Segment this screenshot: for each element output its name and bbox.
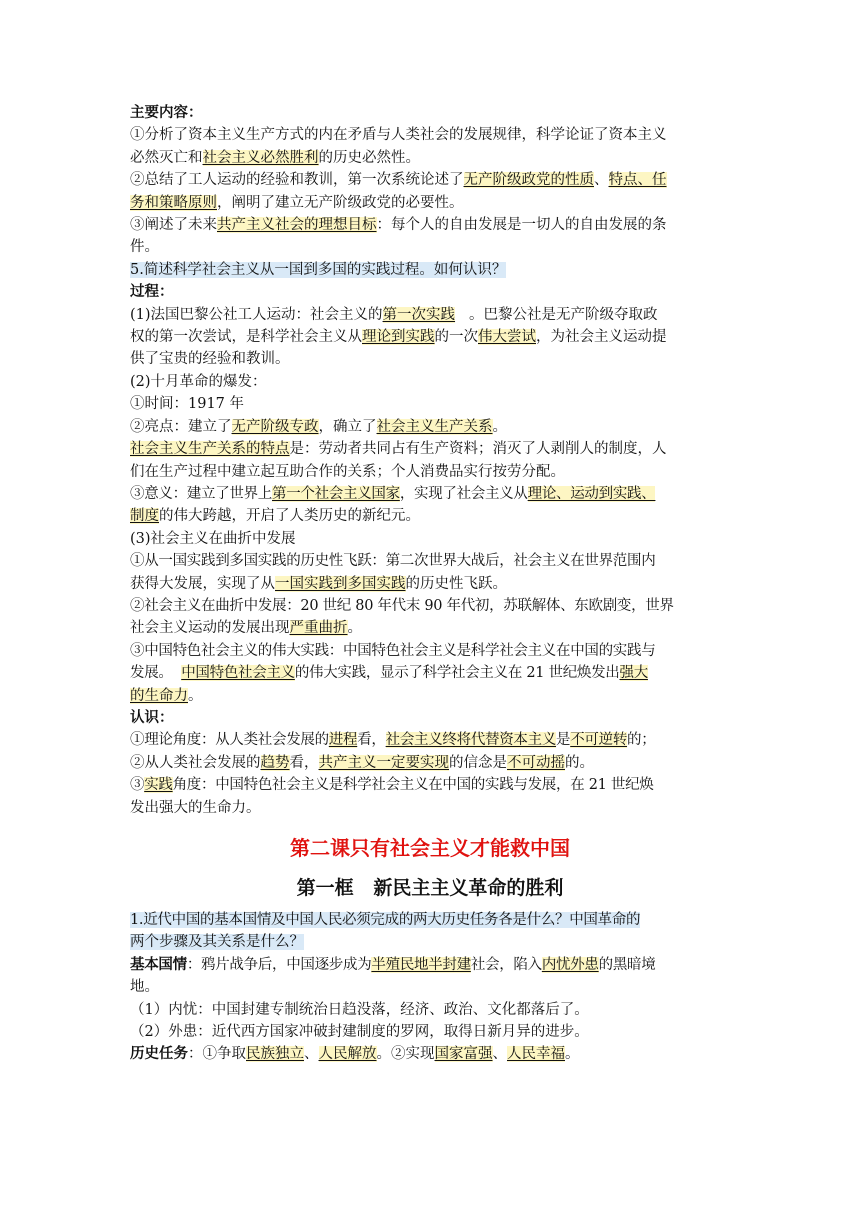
text: ②从人类社会发展的 [130,754,261,771]
highlight: 不可逆转 [570,732,628,749]
highlight: 严重曲折 [289,620,348,637]
text: 获得大发展，实现了从 [130,575,275,592]
paragraph-line [130,169,730,191]
text: （1）内忧：中国封建专制统治日趋没落，经济、政治、文化都落后了。 [130,1001,589,1018]
paragraph-line [130,573,730,595]
text: ，阐明了建立无产阶级政党的必要性。 [217,194,464,211]
paragraph-line [130,214,730,236]
paragraph-line [130,999,730,1021]
lesson-title: 第二课只有社会主义才能救中国 [290,836,570,860]
text: ：鸦片战争后，中国逐步成为 [186,956,372,973]
text: ③阐述了未来 [130,217,217,234]
highlight: 理论到实践 [362,329,435,346]
text: 。②实现 [376,1046,435,1063]
document-page [130,102,730,1066]
paragraph-line [130,147,730,169]
highlight: 制度 [130,508,159,525]
highlight: 人民解放 [318,1046,377,1063]
highlight: 实践 [144,777,173,794]
paragraph-line [130,595,730,617]
text: ②总结了工人运动的经验和教训，第一次系统论述了 [130,172,464,189]
text: 的信念是 [449,754,507,771]
text: 。 [188,687,203,704]
text: 权的第一次尝试，是科学社会主义从 [130,329,362,346]
text: 供了宝贵的经验和教训。 [130,351,290,368]
recognition-heading: 认识： [130,709,174,726]
text: 看， [289,754,319,771]
paragraph-line [130,729,730,751]
paragraph-line [130,976,730,998]
paragraph-line [130,393,730,415]
text: 发展。 [130,665,182,682]
text: 社会主义运动的发展出现 [130,620,290,637]
text: 的黑暗境 [598,956,656,973]
paragraph-line [130,483,730,505]
paragraph-line [130,685,730,707]
highlight: 无产阶级政党的性质 [463,172,594,189]
paragraph-line [130,528,730,550]
paragraph-line [130,371,730,393]
text: ①分析了资本主义生产方式的内在矛盾与人类社会的发展规律，科学论证了资本主义 [130,127,667,144]
paragraph-line [130,550,730,572]
highlight: 理论、运动到实践、 [527,485,656,502]
text: 的历史必然性。 [318,149,420,166]
basic-situation-label: 基本国情 [130,956,187,973]
paragraph-line [130,617,730,639]
question-1 [130,909,730,931]
text: 社会，陷入 [470,956,542,973]
text: 的伟大实践，显示了科学社会主义在 21 世纪焕发出 [294,665,620,682]
highlight: 内忧外患 [541,956,599,973]
text: 。 [347,620,362,637]
text: （2）外患：近代西方国家冲破封建制度的罗网，取得日新月异的进步。 [130,1024,589,1041]
text: ②亮点：建立了 [130,418,232,435]
highlight: 国家富强 [434,1046,493,1063]
text: ③意义：建立了世界上 [130,485,272,502]
text: ，实现了社会主义从 [399,485,528,502]
historical-task-label: 历史任务 [130,1046,188,1063]
text: 。 [565,1046,580,1063]
highlight: 中国特色社会主义 [181,665,295,682]
text: 件。 [130,239,159,256]
text: 的一次 [434,329,478,346]
text: ③中国特色社会主义的伟大实践：中国特色社会主义是科学社会主义在中国的实践与 [130,642,656,659]
text: ①理论角度：从人类社会发展的 [130,732,329,749]
process-heading: 过程： [130,284,174,301]
paragraph-line [130,505,730,527]
highlight: 强大 [619,665,648,682]
highlight: 趋势 [260,754,290,771]
paragraph-line [130,304,730,326]
text: ，为社会主义运动提 [536,329,667,346]
highlight: 第一次实践 [382,306,456,323]
paragraph-line [130,774,730,796]
paragraph-line [130,124,730,146]
text: 是 [556,732,571,749]
highlight: 无产阶级专政 [231,418,319,435]
highlight: 不可动摇 [507,754,565,771]
highlight: 一国实践到多国实践 [275,575,406,592]
section-title: 第一框 新民主主义革命的胜利 [296,877,564,899]
text: ①时间：1917 年 [130,396,245,413]
text: 的历史性飞跃。 [405,575,507,592]
highlight: 社会主义必然胜利 [202,149,319,166]
paragraph-line [130,1021,730,1043]
text: 必然灭亡和 [130,149,203,166]
text: ：每个人的自由发展是一切人的自由发展的条 [376,217,667,234]
question-1 [130,931,730,953]
paragraph-line [130,192,730,214]
question-highlight: 1.近代中国的基本国情及中国人民必须完成的两大历史任务各是什么？中国革命的 [130,912,641,928]
text: 角度：中国特色社会主义是科学社会主义在中国的实践与发展，在 21 世纪焕 [172,777,654,794]
paragraph-line [130,662,730,684]
highlight: 共产主义社会的理想目标 [217,217,377,234]
text: 地。 [130,979,159,996]
highlight: 特点、任 [608,172,667,189]
paragraph-line [130,438,730,460]
highlight: 社会主义生产关系的特点 [130,441,290,458]
paragraph-line [130,752,730,774]
text: 看， [357,732,386,749]
text: (3)社会主义在曲折中发展 [130,530,296,547]
paragraph-line [130,1043,730,1065]
text: 的。 [565,754,594,771]
text: (1)法国巴黎公社工人运动：社会主义的 [130,306,383,323]
text: 的伟大跨越，开启了人类历史的新纪元。 [159,508,420,525]
text: ③ [130,777,145,794]
paragraph-line [130,640,730,662]
highlight: 进程 [328,732,358,749]
text: ②社会主义在曲折中发展：20 世纪 80 年代末 90 年代初，苏联解体、东欧剧变，世界 [130,597,674,614]
highlight: 务和策略原则 [130,194,217,211]
highlight: 共产主义一定要实现 [318,754,449,771]
text: 的； [627,732,656,749]
highlight: 人民幸福 [507,1046,565,1063]
paragraph-line [130,326,730,348]
text: ①从一国实践到多国实践的历史性飞跃：第二次世界大战后，社会主义在世界范围内 [130,553,656,570]
highlight: 的生命力 [130,687,188,704]
text: 是：劳动者共同占有生产资料；消灭了人剥削人的制度，人 [289,441,667,458]
paragraph-line [130,236,730,258]
highlight: 伟大尝试 [478,329,536,346]
paragraph-line [130,797,730,819]
text: ，确立了 [318,418,377,435]
text: ：①争取 [188,1046,246,1063]
text: 、 [492,1046,507,1063]
text: 、 [594,172,609,189]
question-5 [130,259,730,281]
text: 发出强大的生命力。 [130,799,261,816]
text: (2)十月革命的爆发： [130,373,267,390]
question-highlight: 5.简述科学社会主义从一国到多国的实践过程。如何认识？ [130,261,507,278]
paragraph-line [130,348,730,370]
question-highlight: 两个步骤及其关系是什么？ [130,934,304,951]
highlight: 半殖民地半封建 [371,956,471,973]
text: 。 [492,418,507,435]
text: 。巴黎公社是无产阶级夺取政 [469,306,658,323]
text: 、 [304,1046,319,1063]
paragraph-line [130,416,730,438]
text: 们在生产过程中建立起互助合作的关系；个人消费品实行按劳分配。 [130,463,565,480]
paragraph-line [130,461,730,483]
highlight: 社会主义生产关系 [376,418,493,435]
highlight: 第一个社会主义国家 [272,485,400,502]
highlight: 社会主义终将代替资本主义 [385,732,557,749]
main-content-heading: 主要内容： [130,105,203,121]
highlight: 民族独立 [246,1046,304,1063]
paragraph-line [130,954,730,976]
